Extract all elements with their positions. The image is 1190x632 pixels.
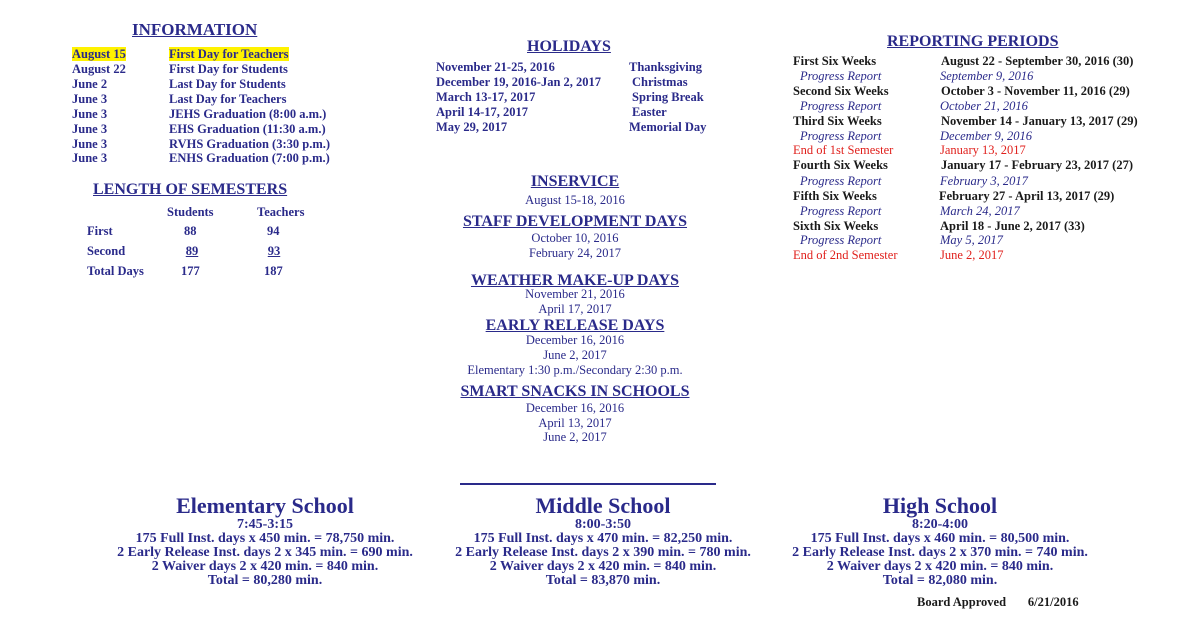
info-event: RVHS Graduation (3:30 p.m.) (169, 137, 331, 151)
info-date: June 3 (72, 92, 108, 106)
early-release-date: December 16, 2016 (525, 333, 625, 347)
weather-makeup-date: November 21, 2016 (525, 287, 625, 301)
info-event: First Day for Students (169, 62, 288, 76)
reporting-period-label: Fourth Six Weeks (793, 158, 888, 172)
reporting-period-label: First Six Weeks (793, 54, 877, 68)
holiday-name: Memorial Day (629, 120, 707, 134)
school-high (780, 494, 1100, 588)
semester-students: 177 (181, 264, 200, 278)
holiday-date: March 13-17, 2017 (436, 90, 536, 104)
section-divider (460, 483, 716, 485)
semesters-col-teachers: Teachers (257, 205, 305, 219)
semester-students: 88 (184, 224, 197, 238)
early-release-title: EARLY RELEASE DAYS (485, 317, 665, 334)
progress-report-label: Progress Report (800, 204, 882, 218)
progress-report-label: Progress Report (800, 129, 882, 143)
end-of-semester-date: June 2, 2017 (940, 248, 1004, 262)
reporting-periods-title: REPORTING PERIODS (887, 33, 1059, 50)
weather-makeup-title: WEATHER MAKE-UP DAYS (470, 272, 680, 289)
weather-makeup-date: April 17, 2017 (538, 302, 612, 316)
holiday-date: November 21-25, 2016 (436, 60, 555, 74)
info-event: Last Day for Teachers (169, 92, 287, 106)
info-event-text: First Day for Teachers (169, 47, 289, 61)
end-of-semester-label: End of 2nd Semester (793, 248, 898, 262)
info-date: June 3 (72, 151, 108, 165)
school-early-release: 2 Early Release Inst. days 2 x 390 min. = 780 min. (455, 545, 751, 560)
school-waiver: 2 Waiver days 2 x 420 min. = 840 min. (826, 559, 1054, 574)
school-total: Total = 83,870 min. (545, 573, 661, 588)
smart-snacks-title: SMART SNACKS IN SCHOOLS (460, 383, 690, 400)
info-event: EHS Graduation (11:30 a.m.) (169, 122, 326, 136)
semester-teachers: 187 (264, 264, 283, 278)
holidays-title: HOLIDAYS (527, 38, 611, 55)
reporting-period-range: August 22 - September 30, 2016 (30) (941, 54, 1134, 68)
progress-report-date: October 21, 2016 (940, 99, 1028, 113)
semesters-col-students: Students (167, 205, 214, 219)
end-of-semester-label: End of 1st Semester (793, 143, 894, 157)
holiday-date: April 14-17, 2017 (436, 105, 529, 119)
info-date (72, 47, 168, 62)
info-event (169, 47, 289, 62)
inservice-date: August 15-18, 2016 (525, 193, 625, 207)
reporting-period-range: October 3 - November 11, 2016 (29) (941, 84, 1130, 98)
staff-development-date: February 24, 2017 (529, 246, 621, 260)
inservice-title: INSERVICE (530, 173, 620, 190)
semester-students: 89 (185, 244, 199, 258)
semester-label: Second (87, 244, 126, 258)
early-release-date: June 2, 2017 (543, 348, 607, 362)
reporting-period-label: Third Six Weeks (793, 114, 882, 128)
school-waiver: 2 Waiver days 2 x 420 min. = 840 min. (151, 559, 379, 574)
school-hours: 8:00-3:50 (575, 517, 631, 532)
semester-teachers: 93 (267, 244, 281, 258)
school-full-days: 175 Full Inst. days x 450 min. = 78,750 min. (135, 531, 395, 546)
school-name: Elementary School (176, 493, 354, 518)
school-waiver: 2 Waiver days 2 x 420 min. = 840 min. (489, 559, 717, 574)
semesters-title: LENGTH OF SEMESTERS (93, 181, 288, 198)
reporting-period-range: November 14 - January 13, 2017 (29) (941, 114, 1138, 128)
school-elementary (105, 494, 425, 588)
progress-report-date: March 24, 2017 (940, 204, 1020, 218)
school-name: High School (882, 493, 998, 518)
board-approved-date: 6/21/2016 (1027, 595, 1079, 609)
info-event: Last Day for Students (169, 77, 286, 91)
semester-teachers: 94 (267, 224, 280, 238)
holiday-name: Easter (632, 105, 667, 119)
progress-report-label: Progress Report (800, 174, 882, 188)
reporting-period-range: April 18 - June 2, 2017 (33) (940, 219, 1085, 233)
staff-development-title: STAFF DEVELOPMENT DAYS (462, 213, 688, 230)
holiday-date: May 29, 2017 (436, 120, 508, 134)
semester-label: Total Days (87, 264, 144, 278)
school-name: Middle School (535, 493, 671, 518)
reporting-period-range: January 17 - February 23, 2017 (27) (941, 158, 1133, 172)
progress-report-date: December 9, 2016 (940, 129, 1032, 143)
school-total: Total = 82,080 min. (882, 573, 998, 588)
smart-snacks-date: December 16, 2016 (525, 401, 625, 415)
info-date: August 22 (72, 62, 126, 76)
board-approved (917, 595, 1079, 610)
smart-snacks-date: April 13, 2017 (538, 416, 612, 430)
school-full-days: 175 Full Inst. days x 470 min. = 82,250 min. (473, 531, 733, 546)
holiday-name: Spring Break (632, 90, 704, 104)
information-title: INFORMATION (132, 20, 258, 39)
holiday-date: December 19, 2016-Jan 2, 2017 (436, 75, 602, 89)
school-early-release: 2 Early Release Inst. days 2 x 370 min. = 740 min. (792, 545, 1088, 560)
school-full-days: 175 Full Inst. days x 460 min. = 80,500 min. (810, 531, 1070, 546)
smart-snacks-date: June 2, 2017 (543, 430, 607, 444)
progress-report-date: September 9, 2016 (940, 69, 1034, 83)
info-date: June 2 (72, 77, 108, 91)
info-event: JEHS Graduation (8:00 a.m.) (169, 107, 327, 121)
reporting-period-label: Sixth Six Weeks (793, 219, 879, 233)
school-total: Total = 80,280 min. (207, 573, 323, 588)
info-date-text: August 15 (72, 47, 126, 61)
school-hours: 7:45-3:15 (237, 517, 293, 532)
staff-development-date: October 10, 2016 (531, 231, 619, 245)
reporting-period-label: Fifth Six Weeks (793, 189, 877, 203)
progress-report-date: February 3, 2017 (940, 174, 1028, 188)
progress-report-label: Progress Report (800, 69, 882, 83)
progress-report-date: May 5, 2017 (940, 233, 1003, 247)
school-early-release: 2 Early Release Inst. days 2 x 345 min. = 690 min. (117, 545, 413, 560)
reporting-period-range: February 27 - April 13, 2017 (29) (939, 189, 1115, 203)
school-middle (443, 494, 763, 588)
info-date: June 3 (72, 122, 108, 136)
end-of-semester-date: January 13, 2017 (940, 143, 1026, 157)
progress-report-label: Progress Report (800, 99, 882, 113)
semester-label: First (87, 224, 113, 238)
holiday-name: Christmas (632, 75, 688, 89)
early-release-times: Elementary 1:30 p.m./Secondary 2:30 p.m. (467, 363, 683, 377)
holiday-name: Thanksgiving (629, 60, 702, 74)
reporting-period-label: Second Six Weeks (793, 84, 889, 98)
info-event: ENHS Graduation (7:00 p.m.) (169, 151, 330, 165)
info-date: June 3 (72, 107, 108, 121)
progress-report-label: Progress Report (800, 233, 882, 247)
board-approved-label: Board Approved (917, 595, 1007, 609)
school-hours: 8:20-4:00 (912, 517, 968, 532)
info-date: June 3 (72, 137, 108, 151)
